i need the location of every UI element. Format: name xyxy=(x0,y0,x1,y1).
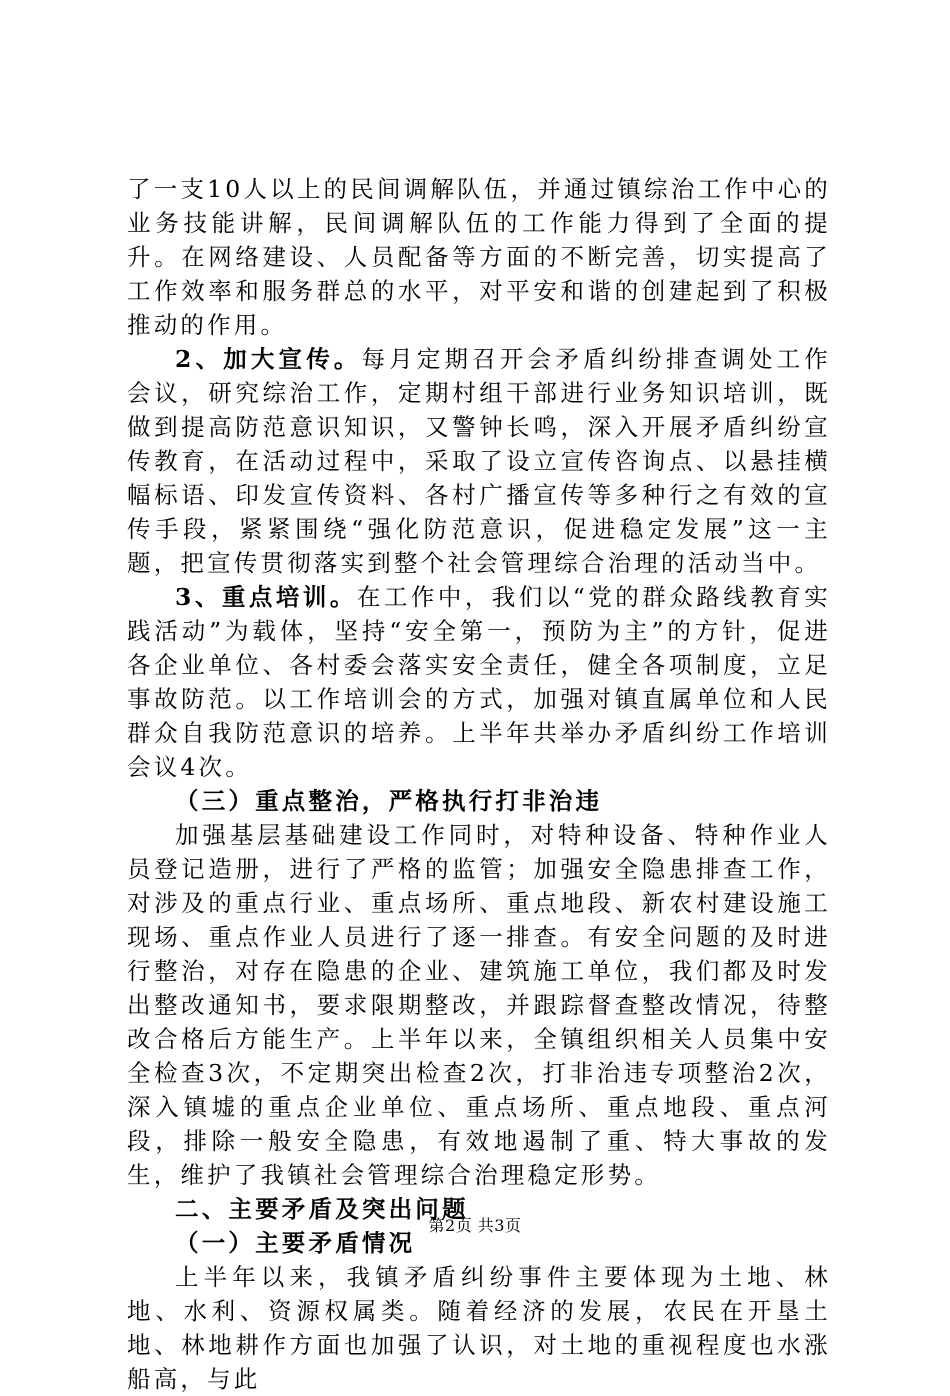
paragraph-publicity-lead: 2、加大宣传。 xyxy=(175,345,362,373)
paragraph-training xyxy=(127,580,831,784)
page-number-footer: 第2页 共3页 xyxy=(428,1216,522,1235)
paragraph-rectification: 加强基层基础建设工作同时，对特种设备、特种作业人员登记造册，进行了严格的监管；加强安全隐患排查工作，对涉及的重点行业、重点场所、重点地段、新农村建设施工现场、重点作业人员进行了逐一排查。有安全问题的及时进行整治，对存在隐患的企业、建筑施工单位，我们都及时发出整改通知书，要求限期整改，并跟踪督查整改情况，待整改合格后方能生产。上半年以来，全镇组织相关人员集中安全检查3次，不定期突出检查2次，打非治违专项整治2次，深入镇墟的重点企业单位、重点场所、重点地段、重点河段，排除一般安全隐患，有效地遏制了重、特大事故的发生，维护了我镇社会管理综合治理稳定形势。 xyxy=(127,821,831,1189)
paragraph-publicity xyxy=(127,342,831,580)
section-heading-main-issues: 二、主要矛盾及突出问题 xyxy=(175,1195,469,1223)
section-heading-rectification: （三）重点整治，严格执行打非治违 xyxy=(175,787,603,815)
paragraph-training-body: 在工作中，我们以“党的群众路线教育实践活动”为载体，坚持“安全第一，预防为主”的方针，促进各企业单位、各村委会落实安全责任，健全各项制度，立足事故防范。以工作培训会的方式，加强对镇直属单位和人民群众自我防范意识的培养。上半年共举办矛盾纠纷工作培训会议4次。 xyxy=(127,583,831,781)
paragraph-main-conflicts: 上半年以来，我镇矛盾纠纷事件主要体现为土地、林地、水利、资源权属类。随着经济的发展，农民在开垦土地、林地耕作方面也加强了认识，对土地的重视程度也水涨船高，与此 xyxy=(127,1263,831,1393)
paragraph-mediation-team: 了一支10人以上的民间调解队伍，并通过镇综治工作中心的业务技能讲解，民间调解队伍的工作能力得到了全面的提升。在网络建设、人员配备等方面的不断完善，切实提高了工作效率和服务群总的水平，对平安和谐的创建起到了积极推动的作用。 xyxy=(127,175,831,339)
paragraph-publicity-body: 每月定期召开会矛盾纠纷排查调处工作会议，研究综治工作，定期村组干部进行业务知识培训，既做到提高防范意识知识，又警钟长鸣，深入开展矛盾纠纷宣传教育，在活动过程中，采取了设立宣传咨询点、以悬挂横幅标语、印发宣传资料、各村广播宣传等多种行之有效的宣传手段，紧紧围绕“强化防范意识，促进稳定发展”这一主题，把宣传贯彻落实到整个社会管理综合治理的活动当中。 xyxy=(127,345,831,577)
subsection-heading-main-conflicts: （一）主要矛盾情况 xyxy=(175,1229,416,1257)
paragraph-training-lead: 3、重点培训。 xyxy=(175,583,357,611)
